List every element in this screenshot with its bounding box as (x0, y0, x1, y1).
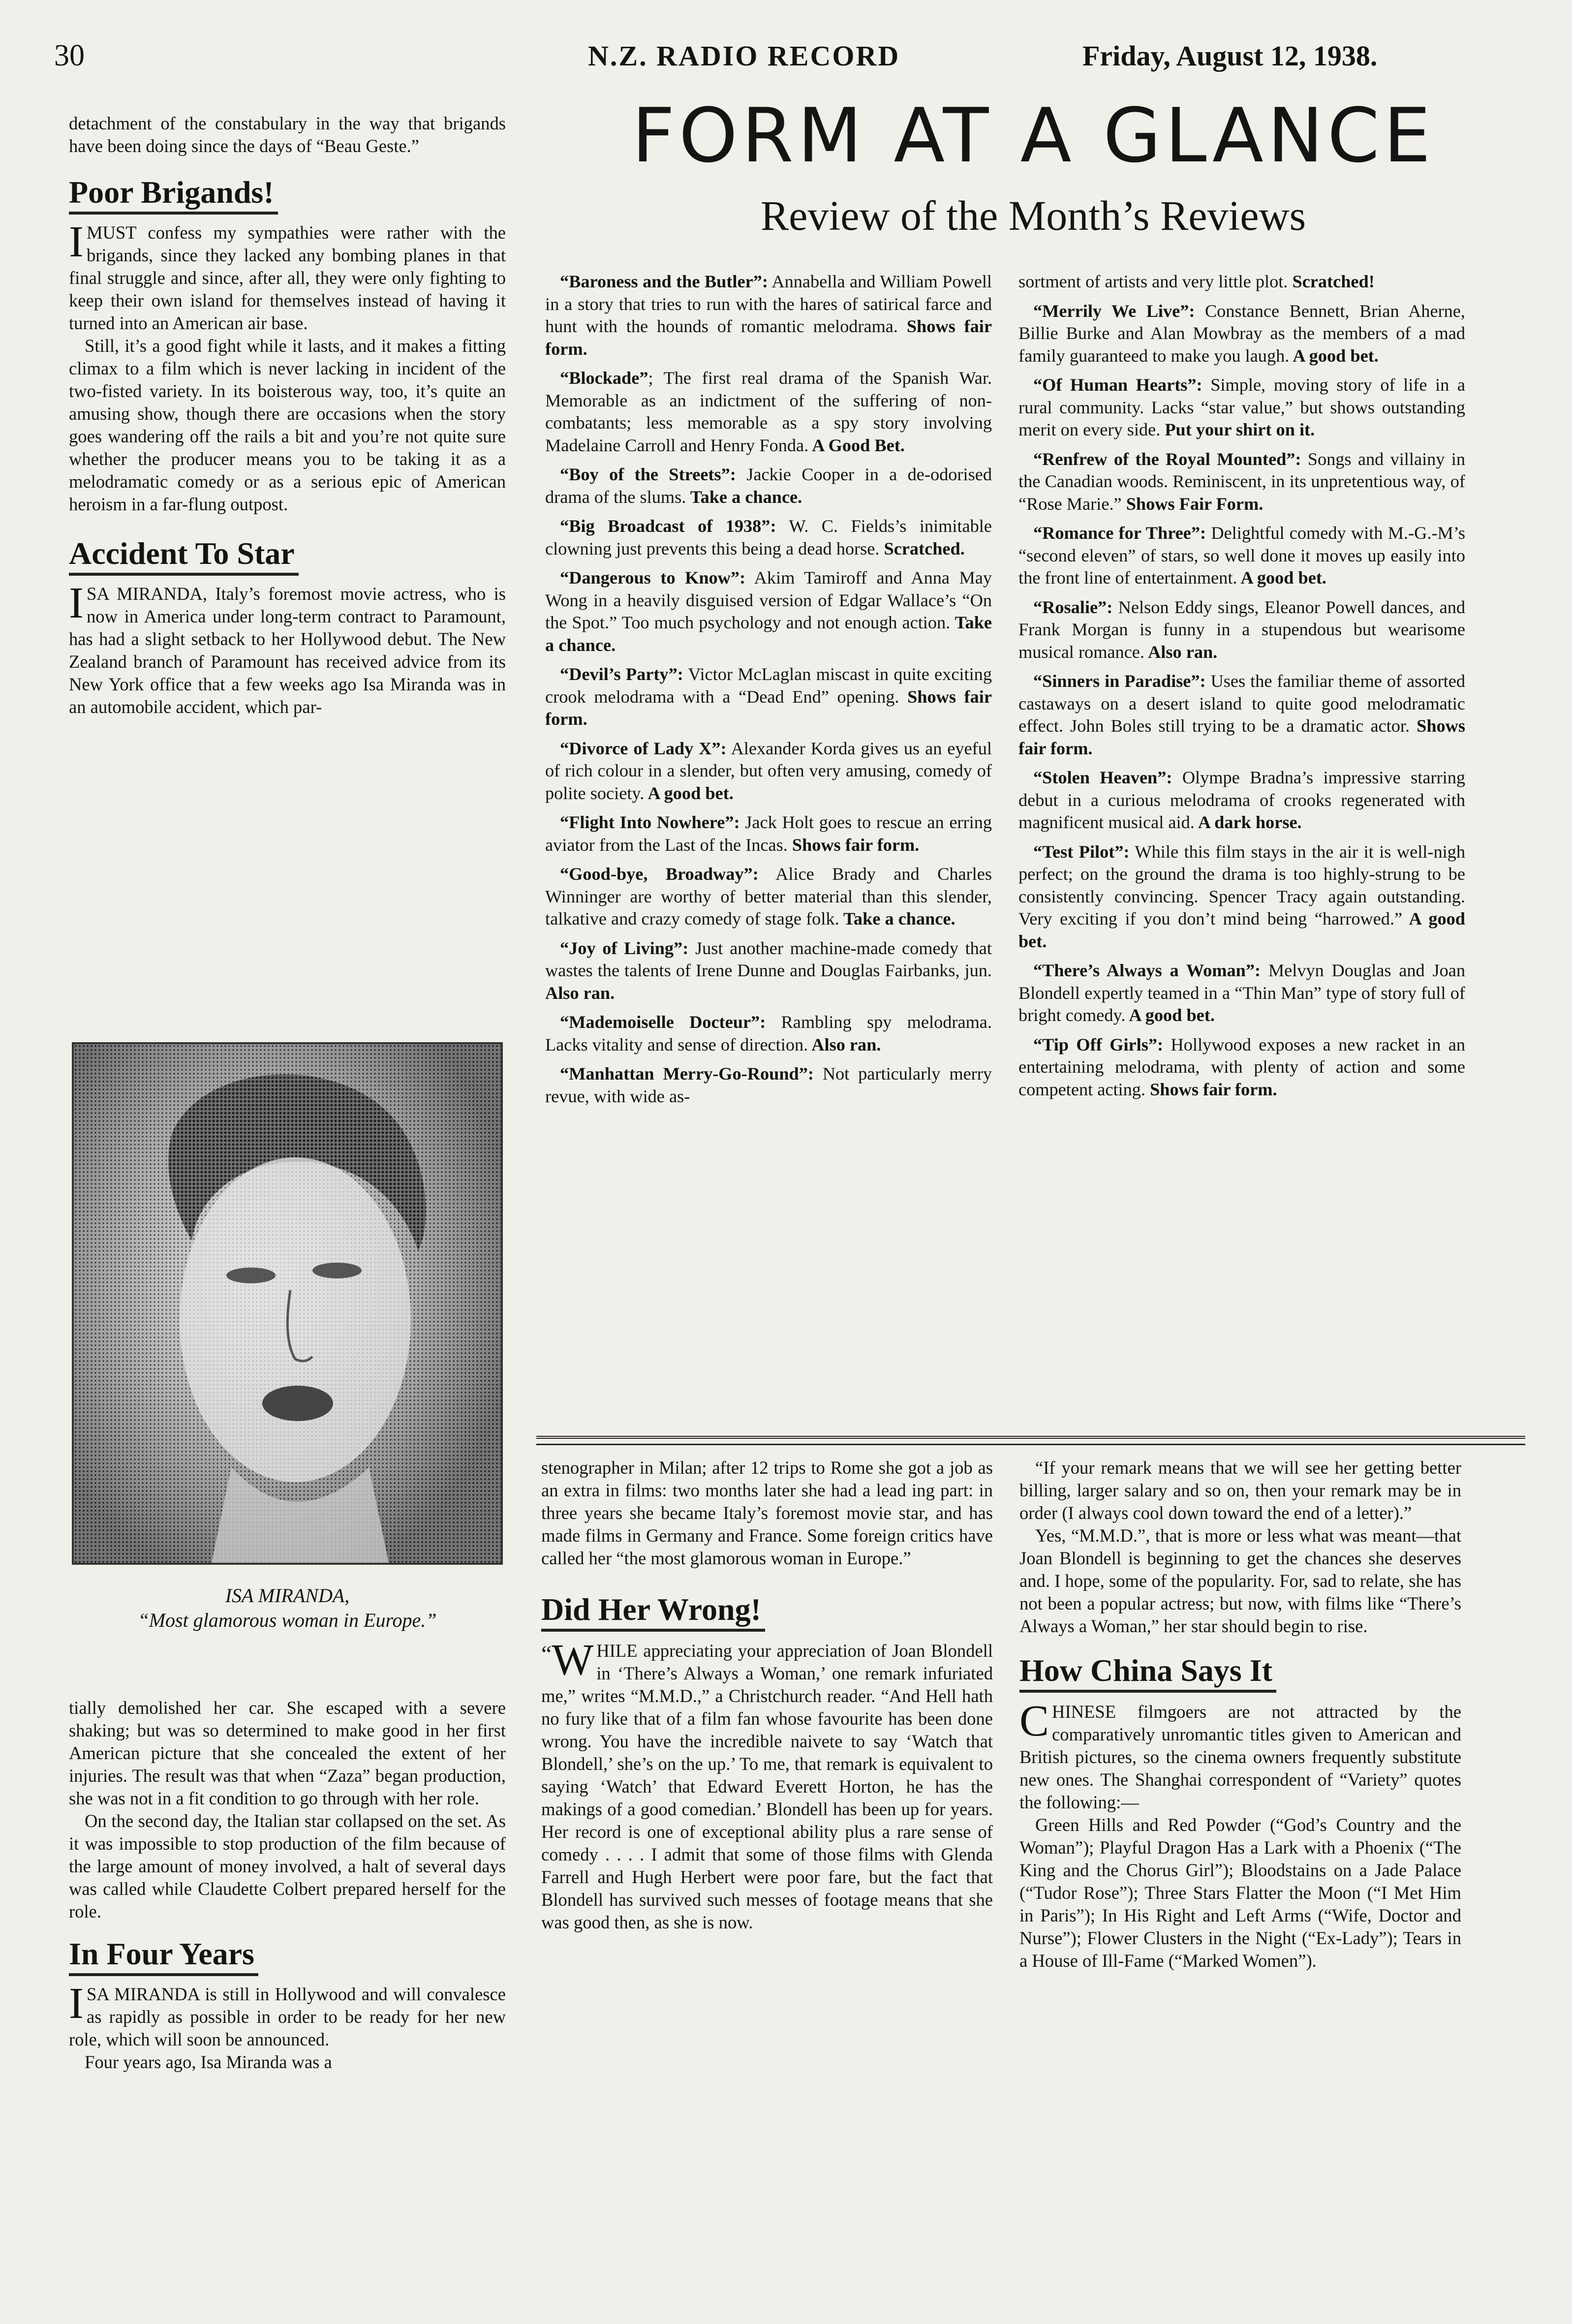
china-p2: Green Hills and Red Powder (“God’s Country and the Woman”); Playful Dragon Has a Lark with a Phoenix (“The King and the Chorus Girl”); Bloodstains on a Jade Palace (“Tudor Rose”); Three Stars Flatter the Moon (“I Met Him in Paris”); In His Right and Left Arms (“Wife, Doctor and Nurse”); Flower Clusters in the Night (“Ex-Lady”); Tears in a House of Ill-Fame (“Marked Women”). (1019, 1815, 1461, 1971)
review-text: ; The first real drama of the Spanish War. Memorable as an indictment of the suffering of non-combatants; less memorable as a spy story involving Madelaine Carroll and Henry Fonda. (545, 368, 992, 455)
review-item (1018, 670, 1465, 760)
review-item (545, 738, 992, 805)
review-verdict: Shows fair form. (1145, 1079, 1277, 1099)
china-p1: HINESE filmgoers are not attracted by the comparatively unromantic titles given to American and British pictures, so the cinema owners frequently substitute new ones. The Shanghai correspondent of “Variety” quotes the following:— (1019, 1702, 1461, 1812)
dropcap-did-wrong: W (552, 1636, 594, 1684)
review-title: “Big Broadcast of 1938”: (560, 516, 776, 536)
review-verdict: Scratched! (1288, 272, 1375, 291)
review-verdict: A good bet. (1125, 1005, 1215, 1025)
dropcap-four-years: I (69, 1979, 84, 2028)
review-verdict: A good bet. (1237, 568, 1327, 588)
reviews-bottom-rule (536, 1436, 1525, 1439)
review-text: Not particularly merry revue, with wide as- (545, 1064, 992, 1106)
review-title: “Divorce of Lady X”: (560, 738, 727, 758)
review-title: “Stolen Heaven”: (1033, 768, 1172, 787)
heading-did-her-wrong: Did Her Wrong! (541, 1591, 765, 1632)
review-text: Hollywood exposes a new racket in an entertaining melodrama, with plenty of action and some competent acting. (1018, 1034, 1465, 1099)
caption-quote: “Most glamorous woman in Europe.” (138, 1609, 437, 1631)
right-bottom-column (1019, 1456, 1461, 1972)
review-item (1018, 767, 1465, 834)
review-verdict: Scratched. (879, 538, 965, 558)
heading-how-china-says-it: How China Says It (1019, 1652, 1276, 1693)
accident-cont-p2: On the second day, the Italian star collapsed on the set. As it was impossible to stop production of the film because of the large amount of money involved, a halt of several days was called while Claudette Colbert prepared herself for the role. (69, 1811, 506, 1921)
heading-poor-brigands: Poor Brigands! (69, 174, 278, 215)
review-verdict: Shows fair form. (545, 316, 992, 359)
review-item (545, 863, 992, 930)
review-text: Melvyn Douglas and Joan Blondell expertly teamed in a “Thin Man” type of story full of bright comedy. (1018, 961, 1465, 1025)
review-text: W. C. Fields’s inimitable clowning just prevents this being a dead horse. (545, 516, 992, 558)
review-verdict: A dark horse. (1194, 812, 1302, 832)
four-years-p2: Four years ago, Isa Miranda was a (85, 2052, 332, 2072)
mid-bottom-p1: stenographer in Milan; after 12 trips to Rome she got a job as an extra in films: two months later she had a lead ing part: in three years she became Italy’s foremost movie star, and has made films in Germany and France. Some foreign critics have called her “the most glamorous woman in Europe.” (541, 1457, 993, 1568)
dropcap-china: C (1019, 1697, 1049, 1745)
dropcap-accident: I (69, 579, 84, 627)
heading-in-four-years: In Four Years (69, 1936, 258, 1976)
review-verdict: Take a chance. (545, 613, 992, 655)
review-item (545, 567, 992, 656)
left-column-continued (69, 1697, 506, 2074)
right-bottom-p1: “If your remark means that we will see her getting better billing, larger salary and so on, then your remark may be in order (I always cool down toward the end of a letter).” (1019, 1457, 1461, 1523)
review-item (545, 1063, 992, 1108)
heading-accident-to-star: Accident To Star (69, 535, 299, 576)
review-verdict: Take a chance. (839, 909, 956, 929)
review-verdict: Also ran. (808, 1034, 881, 1054)
review-text: sortment of artists and very little plot. (1018, 272, 1288, 291)
review-text: While this film stays in the air it is well-nigh perfect; on the ground the drama is too highly-strung to be consistently convincing. Spencer Tracy again outstanding. Very exciting if you don’t mind being “harrowed.” (1018, 841, 1465, 929)
publication-name: N.Z. RADIO RECORD (588, 40, 900, 72)
review-item (1018, 596, 1465, 664)
review-verdict: Shows Fair Form. (1121, 494, 1264, 514)
issue-date: Friday, August 12, 1938. (1082, 40, 1378, 72)
review-title: “Rosalie”: (1033, 597, 1113, 617)
review-text: Olympe Bradna’s impressive starring debut in a curious melodrama of crooks regenerated with magnificent musical aid. (1018, 768, 1465, 832)
mid-bottom-column (541, 1456, 993, 1934)
review-verdict: Also ran. (545, 983, 615, 1003)
review-text: Rambling spy melodrama. Lacks vitality and sense of direction. (545, 1012, 992, 1054)
reviews-column-1 (545, 271, 992, 1115)
review-text: Delightful comedy with M.-G.-M’s “second eleven” of stars, so well done it moves up easily into the front line of entertainment. (1018, 523, 1465, 588)
review-title: “Of Human Hearts”: (1033, 375, 1202, 395)
review-title: “Boy of the Streets”: (560, 465, 736, 484)
review-item (1018, 271, 1465, 293)
right-bottom-p2: Yes, “M.M.D.”, that is more or less what was meant—that Joan Blondell is beginning to get the chances she deserves and. I hope, some of the popularity. For, sad to relate, she has not been a popular actress; but now, with films like “There’s Always a Woman,” her star should begin to rise. (1019, 1525, 1461, 1636)
review-verdict: A good bet. (1289, 345, 1379, 366)
review-verdict: Shows fair form. (1018, 716, 1465, 758)
review-title: “Test Pilot”: (1033, 841, 1130, 862)
intro-text: detachment of the constabulary in the way that brigands have been doing since the days of “Beau Geste.” (69, 113, 506, 156)
review-item (545, 1011, 992, 1056)
left-column (69, 112, 506, 718)
review-title: “Flight Into Nowhere”: (560, 812, 740, 832)
review-item (545, 464, 992, 508)
page-number: 30 (54, 39, 85, 72)
review-verdict: Take a chance. (686, 487, 802, 507)
review-title: “Good-bye, Broadway”: (560, 864, 759, 884)
review-text: Uses the familiar theme of assorted castaways on a desert island to quite good melodramatic effect. John Boles still trying to be a dramatic actor. (1018, 671, 1465, 736)
review-text: Just another machine-made comedy that wastes the talents of Irene Dunne and Douglas Fairbanks, jun. (545, 938, 992, 980)
review-title: “Baroness and the Butler”: (560, 272, 768, 291)
feature-subtitle: Review of the Month’s Reviews (760, 192, 1306, 239)
review-verdict: Also ran. (1144, 642, 1218, 662)
review-text: Alice Brady and Charles Winninger are worthy of better material than this slender, talkative and crazy comedy of stage folk. (545, 864, 992, 929)
review-item (545, 515, 992, 560)
review-text: Nelson Eddy sings, Eleanor Powell dances, and Frank Morgan is funny in a stupendous but wearisome musical romance. (1018, 597, 1465, 662)
review-title: “Devil’s Party”: (560, 664, 683, 684)
review-text: Annabella and William Powell in a story that tries to run with the hares of satirical farce and hunt with the hounds of romantic melodrama. (545, 272, 992, 336)
review-text: Constance Bennett, Brian Aherne, Billie Burke and Alan Mowbray as the members of a mad family guaranteed to make you laugh. (1018, 301, 1465, 366)
review-title: “Dangerous to Know”: (560, 568, 746, 588)
review-item (545, 811, 992, 856)
review-title: “Mademoiselle Docteur”: (560, 1012, 766, 1032)
review-item (1018, 300, 1465, 368)
review-verdict: A Good Bet. (808, 435, 905, 455)
review-item (545, 367, 992, 457)
review-text: Alexander Korda gives us an eyeful of rich colour in a slender, but often very amusing, comedy of polite society. (545, 738, 992, 803)
review-item (1018, 841, 1465, 953)
review-item (1018, 448, 1465, 516)
caption-name: ISA MIRANDA, (225, 1584, 350, 1607)
review-verdict: A good bet. (1018, 909, 1465, 951)
review-item (545, 937, 992, 1005)
review-title: “Tip Off Girls”: (1033, 1034, 1164, 1054)
isa-miranda-photo (72, 1042, 503, 1565)
reviews-bottom-rule-2 (536, 1444, 1525, 1445)
review-item (1018, 522, 1465, 589)
poor-brigands-p1: MUST confess my sympathies were rather with the brigands, since they lacked any bombing planes in that final struggle and since, after all, they were only fighting to keep their own island for themselves instead of having it turned into an American air base. (69, 222, 506, 333)
did-wrong-open-quote: “ (541, 1641, 552, 1667)
feature-title: FORM AT A GLANCE (632, 92, 1435, 179)
review-title: “Sinners in Paradise”: (1033, 671, 1206, 691)
review-item (1018, 960, 1465, 1027)
review-text: Jackie Cooper in a de-odorised drama of the slums. (545, 465, 992, 507)
review-text: Jack Holt goes to rescue an erring aviator from the Last of the Incas. (545, 812, 992, 855)
accident-p1: SA MIRANDA, Italy’s foremost movie actress, who is now in America under long-term contract to Paramount, has had a slight setback to her Hollywood debut. The New Zealand branch of Paramount has received advice from its New York office that a few weeks ago Isa Miranda was in an automobile accident, which par- (69, 584, 506, 717)
review-text: Victor McLaglan miscast in quite exciting crook melodrama with a “Dead End” opening. (545, 664, 992, 707)
poor-brigands-p2: Still, it’s a good fight while it lasts, and it makes a fitting climax to a film which is never lacking in incident of the two-fisted variety. In its boisterous way, too, it’s quite an amusing show, though there are occasions when the story goes wandering off the rails a bit and you’re not quite sure whether the producer means you to be taking it as a melodramatic comedy or as a serious epic of American heroism in a far-flung outpost. (69, 336, 506, 514)
review-item (545, 663, 992, 731)
review-title: “Joy of Living”: (560, 938, 689, 958)
review-item (1018, 1034, 1465, 1101)
photo-caption (69, 1583, 506, 1633)
review-title: “Blockade” (560, 368, 648, 388)
review-item (545, 271, 992, 360)
review-title: “Manhattan Merry-Go-Round”: (560, 1064, 814, 1084)
review-verdict: A good bet. (644, 783, 734, 803)
reviews-column-2 (1018, 271, 1465, 1108)
review-title: “Merrily We Live”: (1033, 301, 1195, 321)
review-text: Akim Tamiroff and Anna May Wong in a heavily disguised version of Edgar Wallace’s “On the Spot.” Too much psychology and not enough action. (545, 568, 992, 632)
review-title: “There’s Always a Woman”: (1033, 961, 1261, 980)
review-text: Simple, moving story of life in a rural community. Lacks “star value,” but shows outstanding merit on every side. (1018, 375, 1465, 439)
review-verdict: Shows fair form. (545, 686, 992, 729)
review-text: Songs and villainy in the Canadian woods. Reminiscent, in its unpretentious way, of “Rose Marie.” (1018, 449, 1465, 514)
accident-cont-p1: tially demolished her car. She escaped with a severe shaking; but was so determined to make good in her first American picture that she concealed the extent of her injuries. The result was that when “Zaza” began production, she was not in a fit condition to go through with her role. (69, 1698, 506, 1808)
review-verdict: Put your shirt on it. (1160, 420, 1315, 439)
did-wrong-p1: HILE appreciating your appreciation of Joan Blondell in ‘There’s Always a Woman,’ one remark infuriated me,” writes “M.M.D.,” a Christchurch reader. “And Hell hath no fury like that of a film fan whose favourite has been done wrong. You have the incredible naivete to say ‘Watch that Blondell,’ she’s on the up.’ To me, that remark is equivalent to saying ‘Watch’ that Edward Everett Horton, he has the makings of a good comedian.’ Blondell has been up for years. Her record is one of exceptional ability plus a rare sense of comedy . . . . I admit that some of those films with Glenda Farrell and Hugh Herbert were poor fare, but the fact that Blondell has survived such messes of footage means that she was good then, as she is now. (541, 1641, 993, 1932)
review-item (1018, 374, 1465, 441)
four-years-p1: SA MIRANDA is still in Hollywood and will convalesce as rapidly as possible in order to be ready for her new role, which will soon be announced. (69, 1984, 506, 2049)
review-verdict: Shows fair form. (787, 835, 920, 855)
dropcap-poor-brigands: I (69, 217, 84, 266)
review-title: “Romance for Three”: (1033, 523, 1206, 543)
review-title: “Renfrew of the Royal Mounted”: (1033, 449, 1301, 469)
